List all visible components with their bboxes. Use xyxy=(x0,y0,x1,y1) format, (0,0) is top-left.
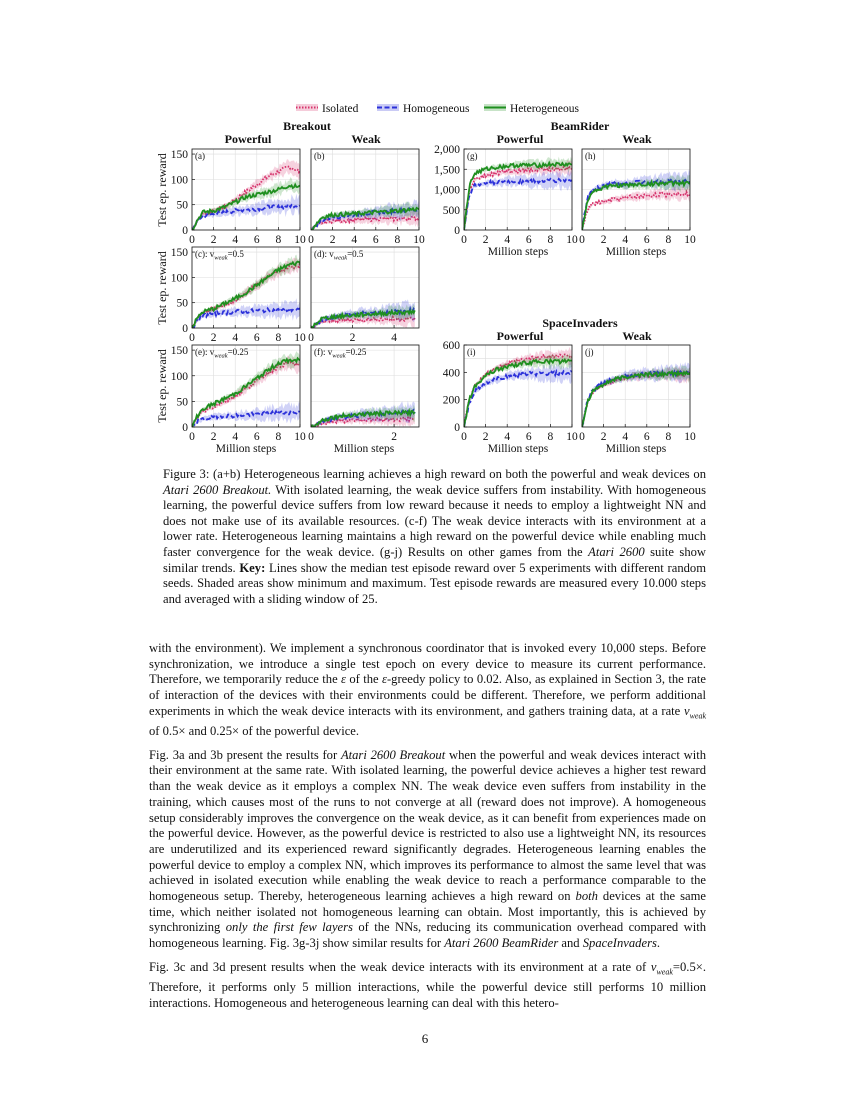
y-tick-label: 50 xyxy=(176,396,188,409)
y-tick-label: 150 xyxy=(170,345,188,358)
x-tick-label: 10 xyxy=(684,431,696,443)
legend-isolated: Isolated xyxy=(322,103,359,115)
panel-tag-j: (j) xyxy=(585,347,594,357)
x-tick-label: 6 xyxy=(525,431,532,443)
body-text xyxy=(149,641,706,1020)
panel-i xyxy=(443,340,578,443)
x-tick-label: 8 xyxy=(665,431,672,443)
plot-area-h xyxy=(582,169,690,230)
x-tick-label: 4 xyxy=(504,234,511,246)
x-axis-label-f: Million steps xyxy=(333,443,395,455)
legend xyxy=(296,103,579,115)
x-tick-label: 8 xyxy=(547,234,554,246)
column-title-breakout-powerful: Powerful xyxy=(224,132,272,146)
x-axis-label-i: Million steps xyxy=(487,443,549,455)
column-title-beamrider-powerful: Powerful xyxy=(496,132,544,146)
x-tick-label: 10 xyxy=(684,234,696,246)
y-tick-label: 0 xyxy=(182,422,188,434)
y-axis-label-row1: Test ep. reward xyxy=(155,153,169,227)
plot-area-a xyxy=(192,159,300,230)
column-title-beamrider-weak: Weak xyxy=(622,132,652,146)
x-tick-label: 0 xyxy=(308,234,314,246)
x-axis-label-g: Million steps xyxy=(487,246,549,258)
plot-area-d xyxy=(311,299,415,329)
plot-area-b xyxy=(311,198,419,231)
x-tick-label: 2 xyxy=(210,234,217,246)
panel-tag-d: (d): $v_{weak}=0.5$ xyxy=(314,249,364,262)
y-tick-label: 1,000 xyxy=(434,184,460,197)
x-axis-label-e: Million steps xyxy=(215,443,277,455)
y-tick-label: 100 xyxy=(170,272,188,285)
panel-g xyxy=(434,144,578,246)
x-tick-label: 10 xyxy=(566,431,578,443)
panel-tag-e: (e): $v_{weak}=0.25$ xyxy=(195,347,249,360)
x-tick-label: 4 xyxy=(232,431,239,443)
panel-d xyxy=(308,247,419,344)
panel-f xyxy=(308,345,419,443)
x-tick-label: 8 xyxy=(275,332,282,344)
x-tick-label: 2 xyxy=(349,332,356,344)
x-tick-label: 2 xyxy=(600,431,607,443)
x-tick-label: 6 xyxy=(253,332,260,344)
y-tick-label: 100 xyxy=(170,174,188,187)
plot-area-f xyxy=(311,401,415,428)
y-tick-label: 400 xyxy=(442,367,460,380)
x-tick-label: 2 xyxy=(482,234,489,246)
y-tick-label: 0 xyxy=(454,225,460,237)
x-tick-label: 8 xyxy=(665,234,672,246)
y-tick-label: 100 xyxy=(170,370,188,383)
x-tick-label: 6 xyxy=(253,234,260,246)
x-tick-label: 6 xyxy=(525,234,532,246)
x-tick-label: 8 xyxy=(394,234,401,246)
x-tick-label: 0 xyxy=(579,234,585,246)
y-axis-label-row3: Test ep. reward xyxy=(155,349,169,423)
panel-j xyxy=(579,345,696,443)
panel-tag-g: (g) xyxy=(467,151,478,161)
x-tick-label: 0 xyxy=(189,234,195,246)
x-tick-label: 10 xyxy=(294,234,306,246)
legend-heterogeneous: Heterogeneous xyxy=(510,103,579,115)
y-tick-label: 600 xyxy=(442,340,460,352)
page-number: 6 xyxy=(421,1031,429,1046)
figure-3 xyxy=(0,0,850,462)
x-tick-label: 4 xyxy=(504,431,511,443)
x-tick-label: 2 xyxy=(210,431,217,443)
panel-b xyxy=(308,149,425,246)
x-tick-label: 10 xyxy=(294,332,306,344)
y-tick-label: 200 xyxy=(442,394,460,407)
x-tick-label: 10 xyxy=(294,431,306,443)
x-tick-label: 4 xyxy=(232,332,239,344)
x-tick-label: 0 xyxy=(579,431,585,443)
x-tick-label: 6 xyxy=(372,234,379,246)
paragraph-3: Fig. 3c and 3d present results when the weak device interacts with its environment at a rate of $v_{weak}=0.5\times$. Therefore, it performs only 5 million interactions, while the powerful device still performs 10 million interactions. Homogeneous and heterogeneous learning can deal with this hetero- xyxy=(149,959,706,1010)
x-tick-label: 2 xyxy=(329,234,336,246)
x-tick-label: 4 xyxy=(391,332,397,344)
x-tick-label: 0 xyxy=(189,431,195,443)
x-tick-label: 2 xyxy=(600,234,607,246)
x-tick-label: 0 xyxy=(461,234,467,246)
paragraph-2: Fig. 3a and 3b present the results for Atari 2600 Breakout when the powerful and weak devices interact with their environment at the same rate. With isolated learning, the powerful device achieves a higher test reward than the weak device as it employs a complex NN. The weak device even suffers from instability in the training, which causes most of the runs to not converge at all (reward does not improve). A homogeneous setup considerably improves the convergence on the weak device, as it can benefit from experiences made on the powerful device. However, as the powerful device is restricted to also use a lightweight NN, its resources are underutilized and its experienced reward significantly degrades. Heterogeneous learning enables the powerful device to employ a complex NN, which improves its performance to almost the same level that was achieved in isolated execution while enabling the weak device to reach a performance comparable to the homogeneous setup. Thereby, heterogeneous learning achieves a high reward on both devices at the same time, which neither isolated not homogeneous learning can obtain. Most importantly, this is achieved by synchronizing only the first few layers of the NNs, reducing its communication overhead compared with homogeneous learning. Fig. 3g-3j show similar results for Atari 2600 BeamRider and SpaceInvaders. xyxy=(149,747,707,951)
x-tick-label: 8 xyxy=(547,431,554,443)
y-axis-label-row2: Test ep. reward xyxy=(155,251,169,325)
y-tick-label: 50 xyxy=(176,297,188,310)
y-tick-label: 0 xyxy=(454,422,460,434)
plot-area-c xyxy=(192,255,300,329)
panel-tag-c: (c): $v_{weak}=0.5$ xyxy=(195,249,244,262)
panel-a xyxy=(171,149,306,246)
plot-area-e xyxy=(192,351,300,427)
x-tick-label: 0 xyxy=(461,431,467,443)
x-tick-label: 10 xyxy=(566,234,578,246)
x-axis-label-j: Million steps xyxy=(605,443,667,455)
x-tick-label: 8 xyxy=(275,234,282,246)
panel-tag-a: (a) xyxy=(195,151,205,161)
x-tick-label: 2 xyxy=(210,332,217,344)
x-axis-label-h: Million steps xyxy=(605,246,667,258)
panel-e xyxy=(171,345,306,443)
column-title-breakout-weak: Weak xyxy=(351,132,381,146)
x-tick-label: 6 xyxy=(643,234,650,246)
column-title-spaceinvaders-weak: Weak xyxy=(622,329,652,343)
x-tick-label: 0 xyxy=(189,332,195,344)
panel-tag-i: (i) xyxy=(467,347,476,357)
y-tick-label: 150 xyxy=(170,149,188,162)
y-tick-label: 50 xyxy=(176,199,188,212)
panel-tag-b: (b) xyxy=(314,151,325,161)
panel-tag-f: (f): $v_{weak}=0.25$ xyxy=(314,347,367,360)
panel-c xyxy=(171,247,306,344)
x-tick-label: 4 xyxy=(622,431,629,443)
x-tick-label: 8 xyxy=(275,431,282,443)
x-tick-label: 0 xyxy=(308,332,314,344)
x-tick-label: 2 xyxy=(391,431,397,443)
x-tick-label: 4 xyxy=(622,234,629,246)
y-tick-label: 0 xyxy=(182,225,188,237)
panel-tag-h: (h) xyxy=(585,151,596,161)
x-tick-label: 6 xyxy=(643,431,650,443)
x-tick-label: 4 xyxy=(351,234,358,246)
group-title-spaceinvaders: SpaceInvaders xyxy=(542,316,618,330)
panel-h xyxy=(579,149,696,246)
x-tick-label: 6 xyxy=(253,431,260,443)
column-title-spaceinvaders-powerful: Powerful xyxy=(496,329,544,343)
y-tick-label: 1,500 xyxy=(434,164,460,177)
legend-homogeneous: Homogeneous xyxy=(403,103,470,115)
y-tick-label: 500 xyxy=(442,204,460,217)
y-tick-label: 0 xyxy=(182,323,188,335)
x-tick-label: 2 xyxy=(482,431,489,443)
x-tick-label: 0 xyxy=(308,431,314,443)
paragraph-1: with the environment). We implement a synchronous coordinator that is invoked every 10,000 steps. Before synchronization, we introduce a single test epoch on every device to measure its current performance. Therefore, we temporarily reduce the ε of the ε-greedy policy to 0.02. Also, as explained in Section 3, the rate of interaction of the devices with their environments could be different. Therefore, we perform additional experiments in which the weak device interacts with its environment, and gathers training data, at a rate $v_{weak}$ of 0.5× and 0.25× of the powerful device. xyxy=(149,641,706,739)
group-title-beamrider: BeamRider xyxy=(550,119,610,133)
y-tick-label: 150 xyxy=(170,247,188,260)
band-isolated-h xyxy=(582,185,690,230)
figure-caption: Figure 3: (a+b) Heterogeneous learning achieves a high reward on both the powerful and weak devices on Atari 2600 Breakout. With isolated learning, the weak device suffers from instability. With homogeneous learning, the powerful device suffers from low reward because it needs to employ a lightweight NN and does not make use of its available resources. (c-f) The weak device interacts with its environment at a lower rate. Heterogeneous learning maintains a high reward on the powerful device while enabling much faster convergence for the weak device. (g-j) Results on other games from the Atari 2600 suite show similar trends. Key: Lines show the median test episode reward over 5 experiments with different random seeds. Shaded areas show minimum and maximum. Test episode rewards are measured every 10.000 steps and averaged with a sliding window of 25. xyxy=(163,467,707,606)
group-title-breakout: Breakout xyxy=(283,119,331,133)
y-tick-label: 2,000 xyxy=(434,144,460,156)
x-tick-label: 4 xyxy=(232,234,239,246)
plot-area-g xyxy=(464,157,572,230)
plot-area-j xyxy=(582,362,690,427)
x-tick-label: 10 xyxy=(413,234,425,246)
